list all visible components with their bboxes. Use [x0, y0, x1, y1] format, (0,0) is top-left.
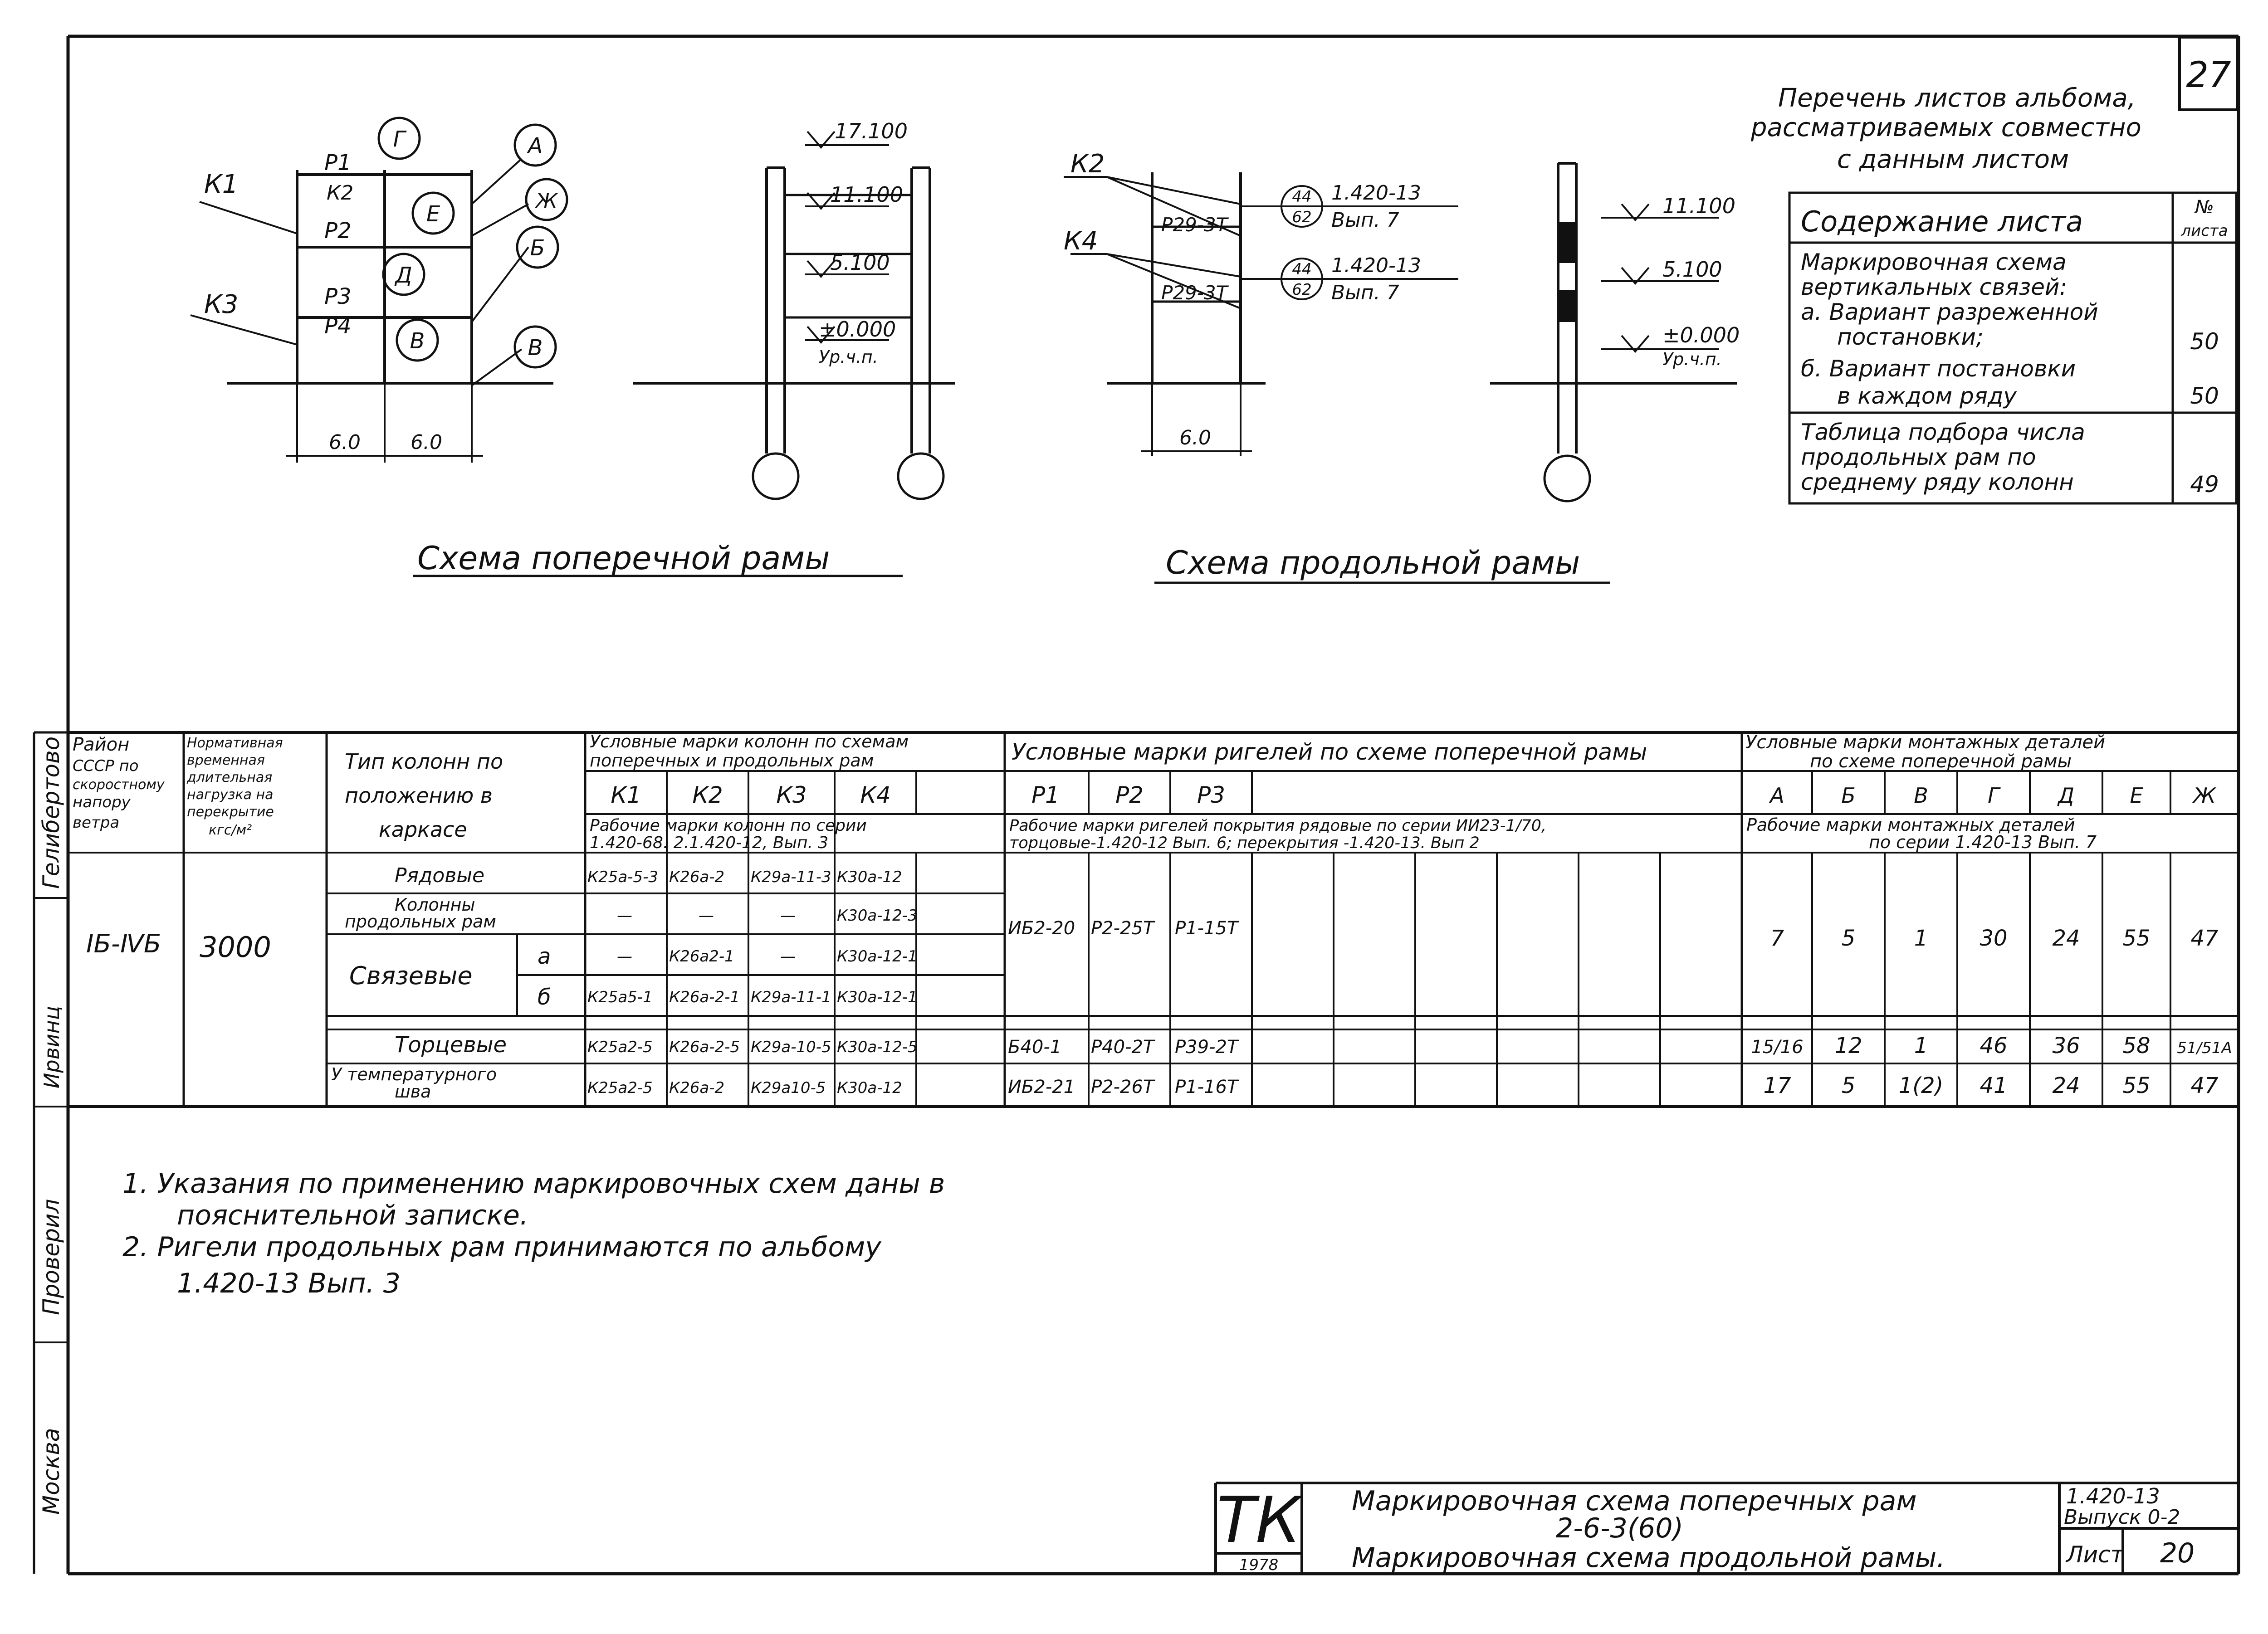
elev-l-2: 5.100 — [1662, 257, 1722, 282]
label-k1: К1 — [204, 170, 239, 199]
album-header-content: Содержание листа — [1801, 205, 2083, 238]
marks-table — [68, 732, 2239, 1107]
detail-mark: 47 — [2190, 1073, 2219, 1098]
note-line-2: пояснительной записке. — [177, 1200, 528, 1231]
album-row1-sheet: 50 — [2190, 328, 2219, 355]
col-mark: К25а2-5 — [587, 1079, 653, 1097]
type-row: Рядовые — [395, 864, 485, 887]
rigel-long-1: Р29-3Т — [1161, 214, 1228, 236]
type-end: Торцевые — [395, 1032, 507, 1058]
h-load-5: перекрытие — [187, 804, 274, 820]
sheet-number: 27 — [2186, 55, 2231, 96]
callout-1-issue: Вып. 7 — [1331, 209, 1399, 232]
detail-mark: 51/51А — [2177, 1039, 2232, 1057]
type-joint-1: У температурного — [331, 1064, 497, 1084]
side-label-4: Москва — [38, 1428, 64, 1515]
album-row1-line3: а. Вариант разреженной — [1801, 299, 2098, 325]
callout-2-issue: Вып. 7 — [1331, 281, 1399, 304]
col-mark: — — [617, 907, 632, 925]
h-det-title-1: Условные марки монтажных деталей — [1745, 732, 2106, 753]
label-k3: К3 — [204, 290, 239, 319]
caption-longitudinal: Схема продольной рамы — [1166, 544, 1580, 581]
rigel-mark: Р1-15Т — [1175, 918, 1238, 939]
rigel-mark: Б40-1 — [1008, 1037, 1062, 1058]
col-mark: К30а-12-1 — [837, 947, 918, 966]
tb-line1: Маркировочная схема поперечных рам — [1352, 1485, 1917, 1517]
rigel-mark: Р1-16Т — [1175, 1077, 1238, 1097]
dim-1: 6.0 — [329, 431, 361, 454]
detail-mark: 30 — [1980, 926, 2008, 951]
transverse-frame-scheme — [191, 118, 567, 463]
rigel-long-2: Р29-3Т — [1161, 282, 1228, 304]
label-p3: Р3 — [324, 284, 352, 309]
col-mark: — — [780, 947, 796, 966]
cell-region: ⅠБ-ⅣБ — [86, 929, 161, 959]
h-region-1: Район — [73, 734, 130, 755]
col-mark: К26а-2 — [669, 1079, 725, 1097]
axis-v1: В — [410, 328, 425, 354]
side-label-2: Ирвинц — [39, 1005, 64, 1088]
h-rig-p3: Р3 — [1197, 782, 1225, 808]
col-mark: К25а-5-3 — [587, 868, 659, 886]
detail-mark: 15/16 — [1751, 1037, 1804, 1058]
detail-mark: 17 — [1763, 1073, 1791, 1098]
h-det-g: Г — [1988, 783, 1999, 808]
axis-d: Д — [395, 263, 412, 288]
h-load-3: длительная — [187, 770, 273, 785]
h-det-series-1: Рабочие марки монтажных деталей — [1746, 815, 2075, 835]
detail-mark: 1 — [1914, 1033, 1928, 1058]
col-mark: К30а-12-3 — [837, 907, 918, 925]
note-line-3: 2. Ригели продольных рам принимаются по альбому — [122, 1231, 881, 1263]
album-row1-line1: Маркировочная схема — [1801, 249, 2067, 275]
col-mark: К30а-12 — [837, 1079, 902, 1097]
album-header-no-2: листа — [2181, 222, 2228, 240]
side-label-3: Проверил — [38, 1199, 64, 1315]
detail-mark: 24 — [2052, 926, 2080, 951]
h-det-e: Е — [2130, 783, 2143, 808]
label-p4: Р4 — [324, 313, 352, 339]
note-line-4: 1.420-13 Вып. 3 — [177, 1268, 401, 1299]
album-row1-line4: постановки; — [1837, 324, 1984, 350]
elev-l-4: Ур.ч.п. — [1662, 349, 1722, 369]
type-long-1: Колонны — [395, 895, 475, 915]
callout-2-ref: 1.420-13 — [1331, 254, 1421, 277]
h-col-series-1: Рабочие марки колонн по серии — [590, 816, 867, 835]
elev-l-3: ±0.000 — [1662, 323, 1740, 347]
col-mark: К29а-11-3 — [751, 868, 831, 886]
elev-l-1: 11.100 — [1662, 194, 1735, 218]
tb-issue: Выпуск 0-2 — [2064, 1506, 2180, 1529]
elev-t-1: 17.100 — [835, 119, 908, 143]
col-mark: К30а-12 — [837, 868, 902, 886]
detail-mark: 12 — [1834, 1033, 1862, 1058]
detail-mark: 7 — [1770, 926, 1784, 951]
detail-mark: 1 — [1914, 926, 1928, 951]
h-det-d: Д — [2058, 783, 2074, 808]
rigel-mark: Р2-25Т — [1091, 918, 1154, 939]
h-det-a: А — [1770, 783, 1784, 808]
h-load-2: временная — [187, 752, 265, 768]
type-joint-2: шва — [395, 1082, 431, 1102]
album-row2-line1: б. Вариант постановки — [1801, 356, 2076, 382]
col-mark: К29а-11-1 — [751, 988, 831, 1006]
elev-t-2: 11.100 — [830, 182, 903, 207]
callout-2-top: 44 — [1292, 260, 1312, 278]
tb-sheet-no: 20 — [2160, 1537, 2195, 1569]
album-title-3: с данным листом — [1837, 145, 2069, 174]
h-type-1: Тип колонн по — [345, 749, 503, 774]
h-region-4: напору — [73, 793, 131, 811]
caption-transverse: Схема поперечной рамы — [417, 540, 830, 577]
tb-org: ТК — [1217, 1483, 1301, 1557]
detail-mark: 41 — [1980, 1073, 2008, 1098]
label-k2-long: К2 — [1070, 149, 1105, 179]
detail-mark: 24 — [2052, 1073, 2080, 1098]
label-k4-long: К4 — [1064, 226, 1098, 256]
type-bracing: Связевые — [349, 961, 473, 990]
type-sub-a: а — [538, 944, 551, 969]
detail-mark: 55 — [2122, 1073, 2151, 1098]
detail-mark: 5 — [1841, 926, 1856, 951]
rigel-mark: Р40-2Т — [1091, 1037, 1154, 1058]
h-det-title-2: по схеме поперечной рамы — [1810, 751, 2072, 772]
dim-2: 6.0 — [411, 431, 442, 454]
h-col-k4: К4 — [860, 782, 891, 808]
h-det-b: Б — [1841, 783, 1856, 808]
detail-marks — [1751, 926, 2232, 1098]
tb-year: 1978 — [1239, 1556, 1279, 1574]
label-k2: К2 — [327, 181, 354, 205]
rigel-mark: Р2-26Т — [1091, 1077, 1154, 1097]
h-region-3: скоростному — [73, 777, 165, 793]
h-rig-p1: Р1 — [1031, 782, 1060, 808]
rigel-mark: Р39-2Т — [1175, 1037, 1238, 1058]
label-p1: Р1 — [324, 150, 352, 176]
side-labels — [38, 737, 64, 1515]
h-det-series-2: по серии 1.420-13 Вып. 7 — [1869, 832, 2097, 852]
callout-1-bottom: 62 — [1292, 208, 1312, 226]
h-rig-p2: Р2 — [1115, 782, 1144, 808]
rigel-mark: ИБ2-21 — [1008, 1077, 1075, 1097]
col-mark: К25а2-5 — [587, 1038, 653, 1056]
elev-t-3: 5.100 — [830, 250, 890, 275]
col-mark: К26а-2-1 — [669, 988, 740, 1006]
callout-1-top: 44 — [1292, 188, 1312, 206]
elev-t-5: Ур.ч.п. — [819, 347, 878, 367]
callout-2-bottom: 62 — [1292, 281, 1312, 299]
h-det-zh: Ж — [2193, 783, 2216, 808]
col-mark: К29а10-5 — [751, 1079, 826, 1097]
h-rig-series-1: Рабочие марки ригелей покрытия рядовые по серии ИИ23-1/70, — [1009, 817, 1547, 835]
detail-mark: 36 — [2052, 1033, 2080, 1058]
detail-mark: 5 — [1841, 1073, 1856, 1098]
axis-zh: Ж — [536, 190, 557, 213]
col-mark: К29а-10-5 — [751, 1038, 831, 1056]
album-row3-sheet: 49 — [2190, 471, 2219, 498]
rigel-mark: ИБ2-20 — [1008, 918, 1075, 939]
type-sub-b: б — [538, 985, 551, 1010]
detail-mark: 58 — [2122, 1033, 2151, 1058]
axis-b: Б — [530, 235, 545, 261]
cell-load: 3000 — [200, 931, 271, 964]
h-load-1: Нормативная — [187, 735, 283, 751]
h-region-2: СССР по — [73, 757, 139, 775]
note-line-1: 1. Указания по применению маркировочных схем даны в — [122, 1168, 945, 1200]
h-region-5: ветра — [73, 814, 120, 832]
album-row3-line2: продольных рам по — [1801, 444, 2036, 470]
rigel-marks — [1008, 918, 1240, 1097]
album-row2-line2: в каждом ряду — [1837, 383, 2017, 409]
detail-mark: 46 — [1980, 1033, 2008, 1058]
callout-1-ref: 1.420-13 — [1331, 181, 1421, 205]
axis-g: Г — [393, 127, 406, 152]
h-det-v: В — [1914, 783, 1928, 808]
h-col-k3: К3 — [776, 782, 807, 808]
type-long-2: продольных рам — [345, 912, 496, 932]
axis-e: Е — [426, 201, 440, 227]
tb-series: 1.420-13 — [2066, 1484, 2160, 1508]
tb-sheet-label: Лист — [2066, 1541, 2124, 1568]
detail-mark: 1(2) — [1898, 1073, 1944, 1098]
album-row2-sheet: 50 — [2190, 383, 2219, 409]
col-mark: К26а-2 — [669, 868, 725, 886]
col-mark: К26а-2-5 — [669, 1038, 740, 1056]
h-rig-series-2: торцовые-1.420-12 Вып. 6; перекрытия -1.420-13. Вып 2 — [1009, 834, 1480, 852]
label-p2: Р2 — [324, 218, 352, 244]
dim-long: 6.0 — [1179, 426, 1211, 449]
notes — [122, 1168, 945, 1299]
transverse-section — [633, 119, 955, 499]
album-row1-line2: вертикальных связей: — [1801, 274, 2068, 300]
h-load-6: кгс/м² — [209, 822, 252, 838]
elev-t-4: ±0.000 — [819, 317, 896, 341]
longitudinal-section — [1490, 163, 1740, 501]
h-col-title-2: поперечных и продольных рам — [590, 751, 874, 771]
detail-mark: 47 — [2190, 926, 2219, 951]
col-mark: К30а-12-5 — [837, 1038, 918, 1056]
h-type-2: положению в — [345, 783, 493, 808]
h-col-k1: К1 — [611, 782, 641, 808]
h-col-series-2: 1.420-68. 2.1.420-12, Вып. 3 — [590, 834, 829, 852]
axis-a: А — [528, 133, 543, 159]
side-label-1: Гелибертово — [38, 736, 64, 889]
detail-mark: 55 — [2122, 926, 2151, 951]
h-rig-title: Условные марки ригелей по схеме поперечной рамы — [1012, 739, 1647, 765]
album-row3-line1: Таблица подбора числа — [1801, 419, 2085, 445]
album-title-2: рассматриваемых совместно — [1751, 113, 2141, 142]
album-row3-line3: среднему ряду колонн — [1801, 469, 2074, 495]
col-mark: К30а-12-1 — [837, 988, 918, 1006]
col-mark: — — [699, 907, 714, 925]
album-title-1: Перечень листов альбома, — [1778, 83, 2136, 113]
album-header-no-1: № — [2195, 197, 2214, 218]
tb-line2: 2-6-3(60) — [1556, 1512, 1683, 1544]
h-col-title-1: Условные марки колонн по схемам — [590, 732, 909, 751]
h-type-3: каркасе — [379, 817, 467, 842]
tb-line3: Маркировочная схема продольной рамы. — [1352, 1542, 1945, 1574]
col-mark: К25а5-1 — [587, 988, 653, 1006]
album-list — [1750, 83, 2236, 503]
h-load-4: нагрузка на — [187, 787, 274, 803]
title-block — [1216, 1483, 2239, 1574]
col-mark: К26а2-1 — [669, 947, 734, 966]
axis-v2: В — [528, 335, 543, 361]
col-mark: — — [617, 947, 632, 966]
col-mark: — — [780, 907, 796, 925]
h-col-k2: К2 — [692, 782, 723, 808]
longitudinal-frame-scheme — [1064, 149, 1458, 456]
